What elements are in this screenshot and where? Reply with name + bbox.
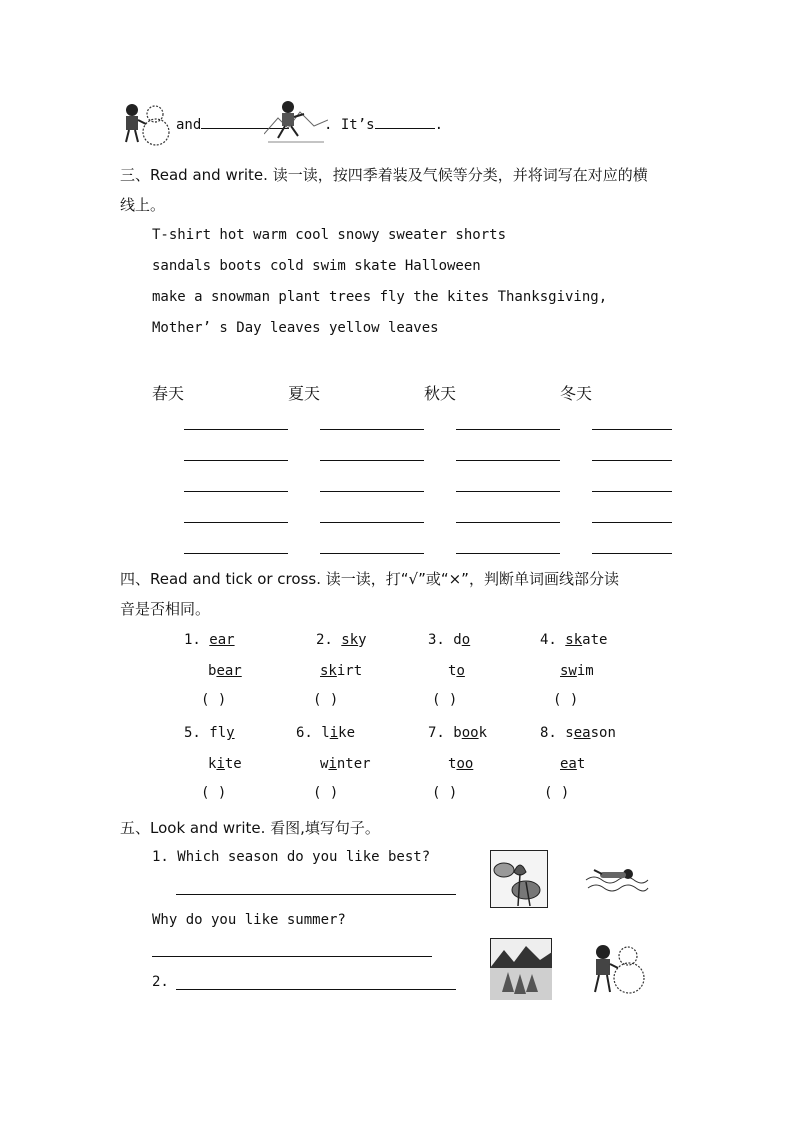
- section4-title-line1: 四、Read and tick or cross. 读一读，打“√”或“×”，判断单词画线部分读: [120, 570, 619, 588]
- item-4-answer-parens[interactable]: ( ): [553, 692, 579, 708]
- question-1: 1. Which season do you like best?: [152, 849, 431, 865]
- swimmer-picture: [584, 862, 650, 898]
- girl-snowman-picture: [118, 100, 174, 152]
- section3-title-line1: 三、Read and write. 读一读，按四季着装及气候等分类，并将词写在对应的横: [120, 166, 648, 184]
- answer-line-2[interactable]: [152, 956, 432, 957]
- item-3-word-2: to: [448, 663, 465, 679]
- autumn-line[interactable]: [456, 522, 560, 523]
- item-7-answer-parens[interactable]: ( ): [432, 785, 458, 801]
- item-6-answer-parens[interactable]: ( ): [313, 785, 339, 801]
- question-2-number: 2.: [152, 974, 169, 990]
- item-7-word-1: 7. book: [428, 725, 488, 741]
- summer-line[interactable]: [320, 491, 424, 492]
- period-text: .: [434, 117, 444, 133]
- girl-skating-picture: [264, 98, 328, 150]
- item-8-word-2: eat: [560, 756, 586, 772]
- season-summer: 夏天: [288, 384, 321, 403]
- winter-line[interactable]: [592, 429, 672, 430]
- and-text: and: [176, 117, 202, 133]
- item-5-word-2: kite: [208, 756, 242, 772]
- word-row-4: Mother’ s Day leaves yellow leaves: [152, 320, 439, 336]
- spring-line[interactable]: [184, 553, 288, 554]
- its-line: [324, 116, 443, 133]
- item-1-word-2: bear: [208, 663, 242, 679]
- item-3-answer-parens[interactable]: ( ): [432, 692, 458, 708]
- item-2-word-2: skirt: [320, 663, 363, 679]
- girl-snowman-picture-2: [588, 940, 646, 1002]
- lotus-picture: [490, 850, 548, 912]
- its-text: . It’s: [324, 117, 375, 133]
- word-row-2: sandals boots cold swim skate Halloween: [152, 258, 481, 274]
- answer-line-1[interactable]: [176, 894, 456, 895]
- item-2-word-1: 2. sky: [316, 632, 367, 648]
- item-6-word-1: 6. like: [296, 725, 356, 741]
- section3-title-line2: 线上。: [120, 196, 166, 214]
- question-why: Why do you like summer?: [152, 912, 346, 928]
- autumn-line[interactable]: [456, 553, 560, 554]
- winter-line[interactable]: [592, 491, 672, 492]
- item-8-answer-parens[interactable]: ( ): [544, 785, 570, 801]
- season-winter: 冬天: [560, 384, 593, 403]
- winter-line[interactable]: [592, 522, 672, 523]
- summer-line[interactable]: [320, 460, 424, 461]
- word-row-3: make a snowman plant trees fly the kites Thanksgiving,: [152, 289, 608, 305]
- section4-title-line2: 音是否相同。: [120, 600, 211, 618]
- autumn-line[interactable]: [456, 429, 560, 430]
- item-4-word-2: swim: [560, 663, 594, 679]
- spring-line[interactable]: [184, 522, 288, 523]
- season-spring: 春天: [152, 384, 185, 403]
- spring-line[interactable]: [184, 460, 288, 461]
- answer-line-3[interactable]: [176, 989, 456, 990]
- item-1-word-1: 1. ear: [184, 632, 235, 648]
- mountain-trees-picture: [490, 938, 552, 1004]
- section5-title: 五、Look and write. 看图,填写句子。: [120, 819, 380, 837]
- spring-line[interactable]: [184, 491, 288, 492]
- item-6-word-2: winter: [320, 756, 371, 772]
- summer-line[interactable]: [320, 522, 424, 523]
- answer-blank-2[interactable]: [375, 116, 435, 129]
- item-4-word-1: 4. skate: [540, 632, 608, 648]
- winter-line[interactable]: [592, 553, 672, 554]
- item-1-answer-parens[interactable]: ( ): [201, 692, 227, 708]
- word-row-1: T-shirt hot warm cool snowy sweater shorts: [152, 227, 507, 243]
- item-7-word-2: too: [448, 756, 474, 772]
- autumn-line[interactable]: [456, 460, 560, 461]
- summer-line[interactable]: [320, 553, 424, 554]
- item-8-word-1: 8. season: [540, 725, 616, 741]
- summer-line[interactable]: [320, 429, 424, 430]
- autumn-line[interactable]: [456, 491, 560, 492]
- item-3-word-1: 3. do: [428, 632, 471, 648]
- item-5-answer-parens[interactable]: ( ): [201, 785, 227, 801]
- item-5-word-1: 5. fly: [184, 725, 235, 741]
- item-2-answer-parens[interactable]: ( ): [313, 692, 339, 708]
- season-autumn: 秋天: [424, 384, 457, 403]
- spring-line[interactable]: [184, 429, 288, 430]
- winter-line[interactable]: [592, 460, 672, 461]
